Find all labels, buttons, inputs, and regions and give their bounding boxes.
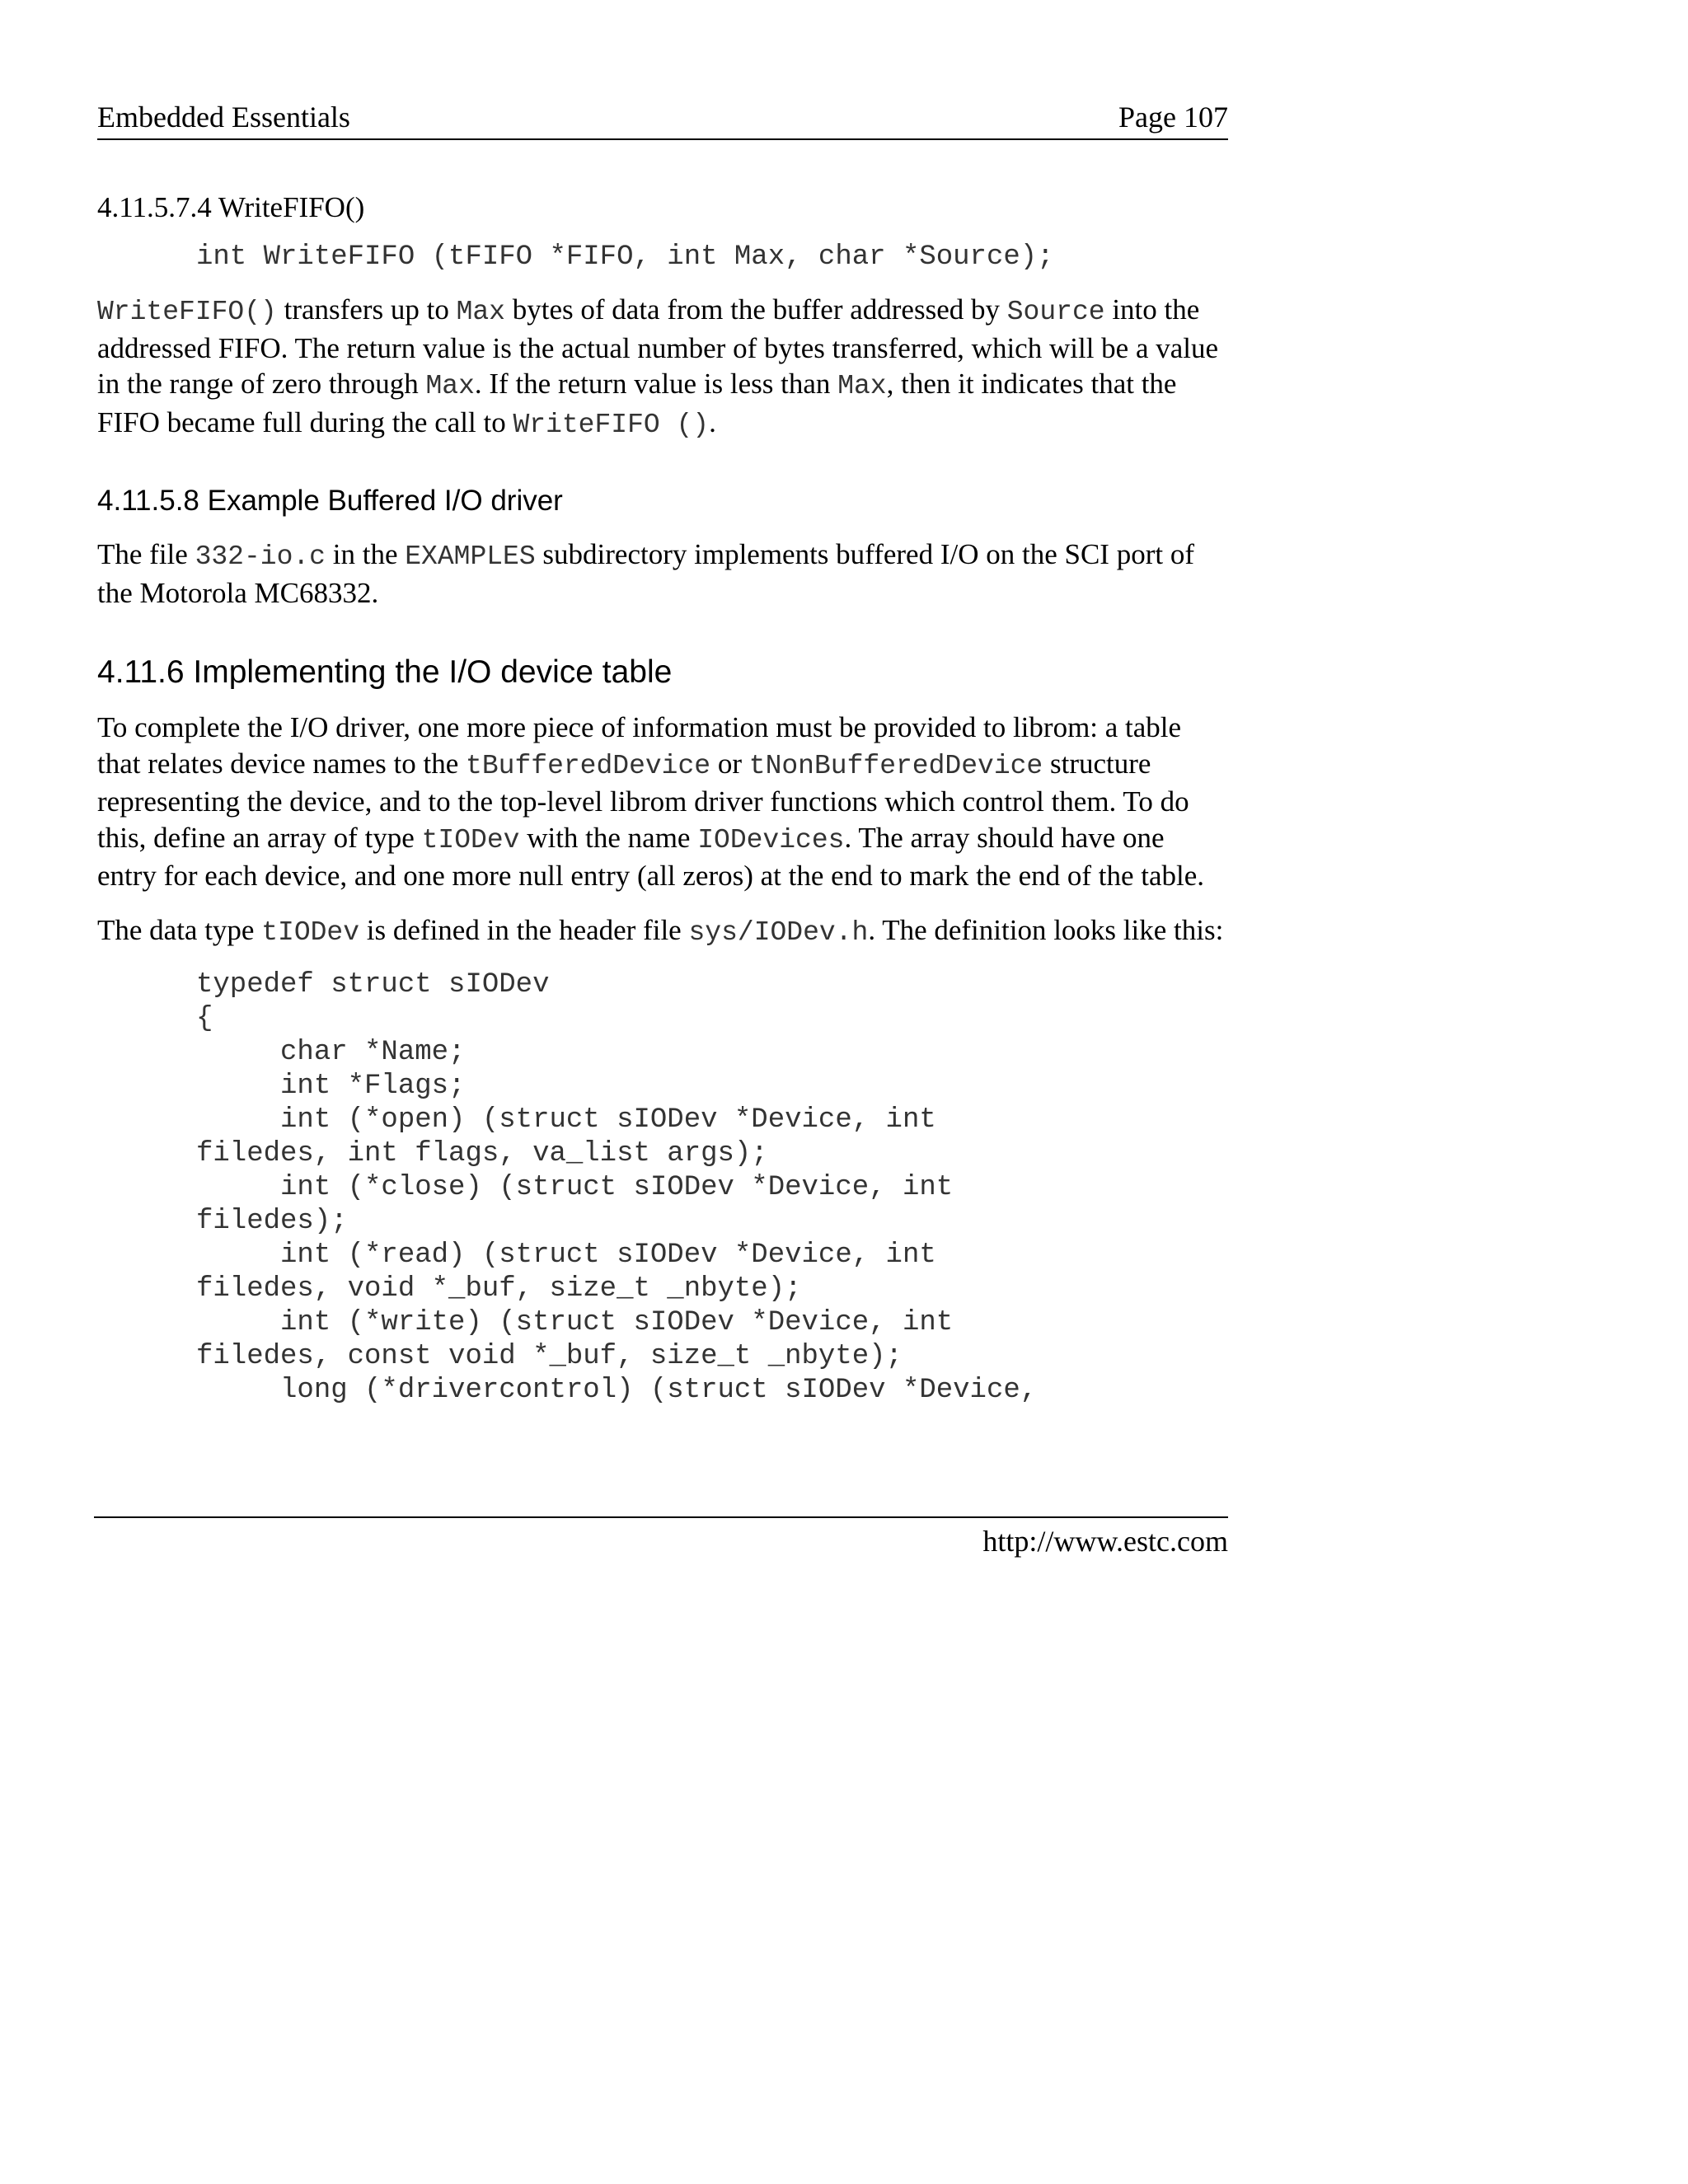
- inline-code: Max: [837, 371, 887, 401]
- inline-code: WriteFIFO(): [97, 297, 277, 327]
- inline-code: tNonBufferedDevice: [748, 750, 1043, 781]
- inline-code: Source: [1006, 297, 1105, 327]
- inline-code: tIODev: [421, 824, 520, 855]
- section-heading-writefifo: 4.11.5.7.4 WriteFIFO(): [97, 191, 365, 223]
- running-header: [97, 99, 1228, 140]
- page-number: Page 107: [1118, 101, 1228, 134]
- document-page: [97, 99, 1228, 1408]
- section-heading-device-table: 4.11.6 Implementing the I/O device table: [97, 654, 673, 690]
- example-driver-description: The file 332-io.c in the EXAMPLES subdirectory implements buffered I/O on the SCI port of the Motorola MC68332.: [97, 538, 1194, 609]
- function-prototype: int WriteFIFO (tFIFO *FIFO, int Max, char *Source);: [196, 241, 1054, 273]
- inline-code: EXAMPLES: [405, 541, 536, 572]
- inline-code: sys/IODev.h: [688, 916, 869, 948]
- running-footer: [94, 1516, 1228, 1559]
- device-table-description: To complete the I/O driver, one more piece of information must be provided to librom: a table that relates device names to the tBufferedDevice or tNonBufferedDevice structure representing the device, and to the top-level librom driver functions which control them. To do this, define an array of type tIODev with the name IODevices. The array should have one entry for each device, and one more null entry (all zeros) at the end to mark the end of the table.: [97, 711, 1205, 892]
- inline-code: Max: [425, 371, 475, 401]
- section-heading-example-driver: 4.11.5.8 Example Buffered I/O driver: [97, 485, 563, 517]
- code-block-tiodev: typedef struct sIODev { char *Name; int *Flags; int (*open) (struct sIODev *Device, int filedes, int flags, va_list args); int (*close) (struct sIODev *Device, int filedes); int (*read) (struct sIODev *Device, int filedes, void *_buf, size_t _nbyte); int (*write) (struct sIODev *Device, int filedes, const void *_buf, size_t _nbyte); long (*drivercontrol) (struct sIODev *Device,: [196, 969, 1038, 1406]
- inline-code: 332-io.c: [195, 541, 326, 572]
- document-title: Embedded Essentials: [97, 101, 350, 134]
- inline-code: WriteFIFO (): [513, 409, 710, 440]
- inline-code: tIODev: [261, 916, 360, 948]
- inline-code: tBufferedDevice: [466, 750, 711, 781]
- writefifo-description: WriteFIFO() transfers up to Max bytes of data from the buffer addressed by Source into the addressed FIFO. The return value is the actual number of bytes transferred, which will be a value in the range of zero through Max. If the return value is less than Max, then it indicates that the FIFO became full during the call to WriteFIFO ().: [97, 293, 1219, 440]
- website-url: http://www.estc.com: [982, 1525, 1228, 1558]
- inline-code: Max: [456, 297, 505, 327]
- inline-code: IODevices: [697, 824, 845, 855]
- data-type-description: The data type tIODev is defined in the header file sys/IODev.h. The definition looks like this:: [97, 913, 1224, 948]
